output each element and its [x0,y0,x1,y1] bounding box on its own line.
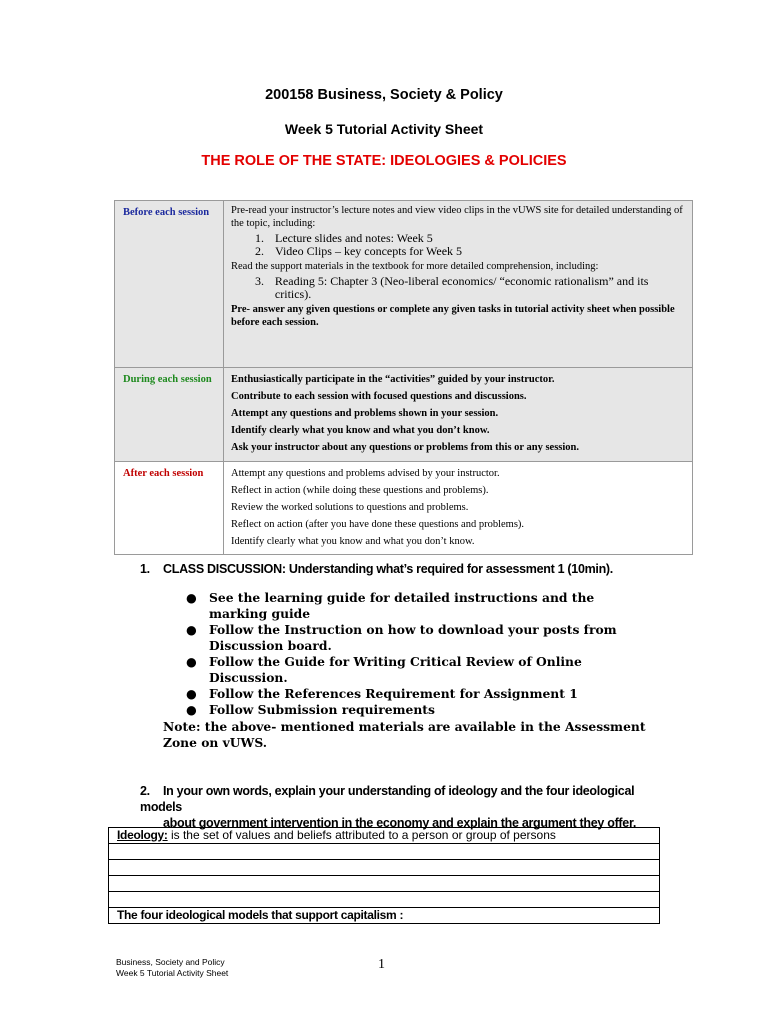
after-label: After each session [115,462,224,555]
list-num: 3. [255,274,264,288]
bullet-text: Follow the Instruction on how to download your posts from Discussion board. [209,622,617,653]
during-label: During each session [115,368,224,462]
assessment-note: Note: the above- mentioned materials are available in the Assessment Zone on vUWS. [163,719,646,750]
during-line: Enthusiastically participate in the “activities” guided by your instructor. [231,374,555,385]
answer-cell[interactable] [109,892,660,908]
question-2 [140,783,660,831]
table-row [109,828,660,844]
bullet-icon: ● [186,654,197,669]
question-text-line2: about government intervention in the economy and explain the argument they offer. [163,816,636,830]
bullet-icon: ● [186,622,197,637]
bullet-text: See the learning guide for detailed instructions and the marking guide [209,590,595,621]
list-text: Lecture slides and notes: Week 5 [275,231,433,245]
question-text: CLASS DISCUSSION: Understanding what’s required for assessment 1 (10min). [163,562,613,576]
table-row [109,892,660,908]
list-item [186,702,656,718]
page-footer [116,957,228,979]
after-line: Attempt any questions and problems advised by your instructor. [231,468,500,479]
bullet-icon: ● [186,702,197,717]
question-1 [140,562,613,576]
question-number: 2. [140,784,150,798]
during-line: Ask your instructor about any questions or problems from this or any session. [231,442,580,453]
ideology-label: Ideology: [117,828,168,842]
list-item [186,686,656,702]
q1-bullet-list [186,590,656,718]
answer-cell[interactable] [109,876,660,892]
after-content [224,462,693,555]
before-list-2 [255,275,686,301]
table-row [109,860,660,876]
list-item [186,622,656,654]
page-number: 1 [378,957,385,972]
list-item [255,275,686,301]
ideology-answer-table [108,827,660,924]
bullet-icon: ● [186,590,197,605]
before-intro: Pre-read your instructor’s lecture notes and view video clips in the vUWS site for detailed understanding of the topic, including: [231,205,683,229]
before-list [255,232,686,258]
table-row-after [115,462,693,555]
table-row [109,876,660,892]
table-row [109,844,660,860]
list-item [255,245,686,258]
during-line: Contribute to each session with focused questions and discussions. [231,391,527,402]
table-row-before [115,201,693,368]
question-text-line1: In your own words, explain your understanding of ideology and the four ideological models [140,784,635,814]
during-line: Attempt any questions and problems shown in your session. [231,408,499,419]
during-line: Identify clearly what you know and what you don’t know. [231,425,490,436]
ideology-definition-cell [109,828,660,844]
activity-table [114,200,693,555]
sheet-title: Week 5 Tutorial Activity Sheet [284,121,484,137]
models-label: The four ideological models that support capitalism : [109,908,660,924]
before-support: Read the support materials in the textbook for more detailed comprehension, including: [231,261,599,272]
after-line: Reflect in action (while doing these questions and problems). [231,485,489,496]
table-row [109,908,660,924]
before-pre-answer: Pre- answer any given questions or complete any given tasks in tutorial activity sheet when possible before each session. [231,304,675,328]
before-label: Before each session [115,201,224,368]
after-line: Reflect on action (after you have done these questions and problems). [231,519,525,530]
bullet-text: Follow the References Requirement for Assignment 1 [209,686,578,701]
list-item [186,654,656,686]
before-content [224,201,693,368]
answer-cell[interactable] [109,844,660,860]
list-num: 2. [255,244,264,258]
after-line: Identify clearly what you know and what you don’t know. [231,536,475,547]
bullet-text: Follow the Guide for Writing Critical Review of Online Discussion. [209,654,582,685]
table-row-during [115,368,693,462]
during-content [224,368,693,462]
bullet-text: Follow Submission requirements [209,702,435,717]
list-num: 1. [255,231,264,245]
course-title: 200158 Business, Society & Policy [265,87,503,103]
bullet-icon: ● [186,686,197,701]
after-line: Review the worked solutions to questions and problems. [231,502,469,513]
list-item [186,590,656,622]
question-number: 1. [140,562,150,576]
list-text: Reading 5: Chapter 3 (Neo-liberal economics/ “economic rationalism” and its critics). [274,274,649,301]
footer-line2: Week 5 Tutorial Activity Sheet [116,968,229,978]
ideology-definition: is the set of values and beliefs attributed to a person or group of persons [167,828,556,842]
topic-title: THE ROLE OF THE STATE: IDEOLOGIES & POLICIES [201,153,567,169]
list-text: Video Clips – key concepts for Week 5 [275,244,463,258]
footer-line1: Business, Society and Policy [116,957,225,967]
answer-cell[interactable] [109,860,660,876]
